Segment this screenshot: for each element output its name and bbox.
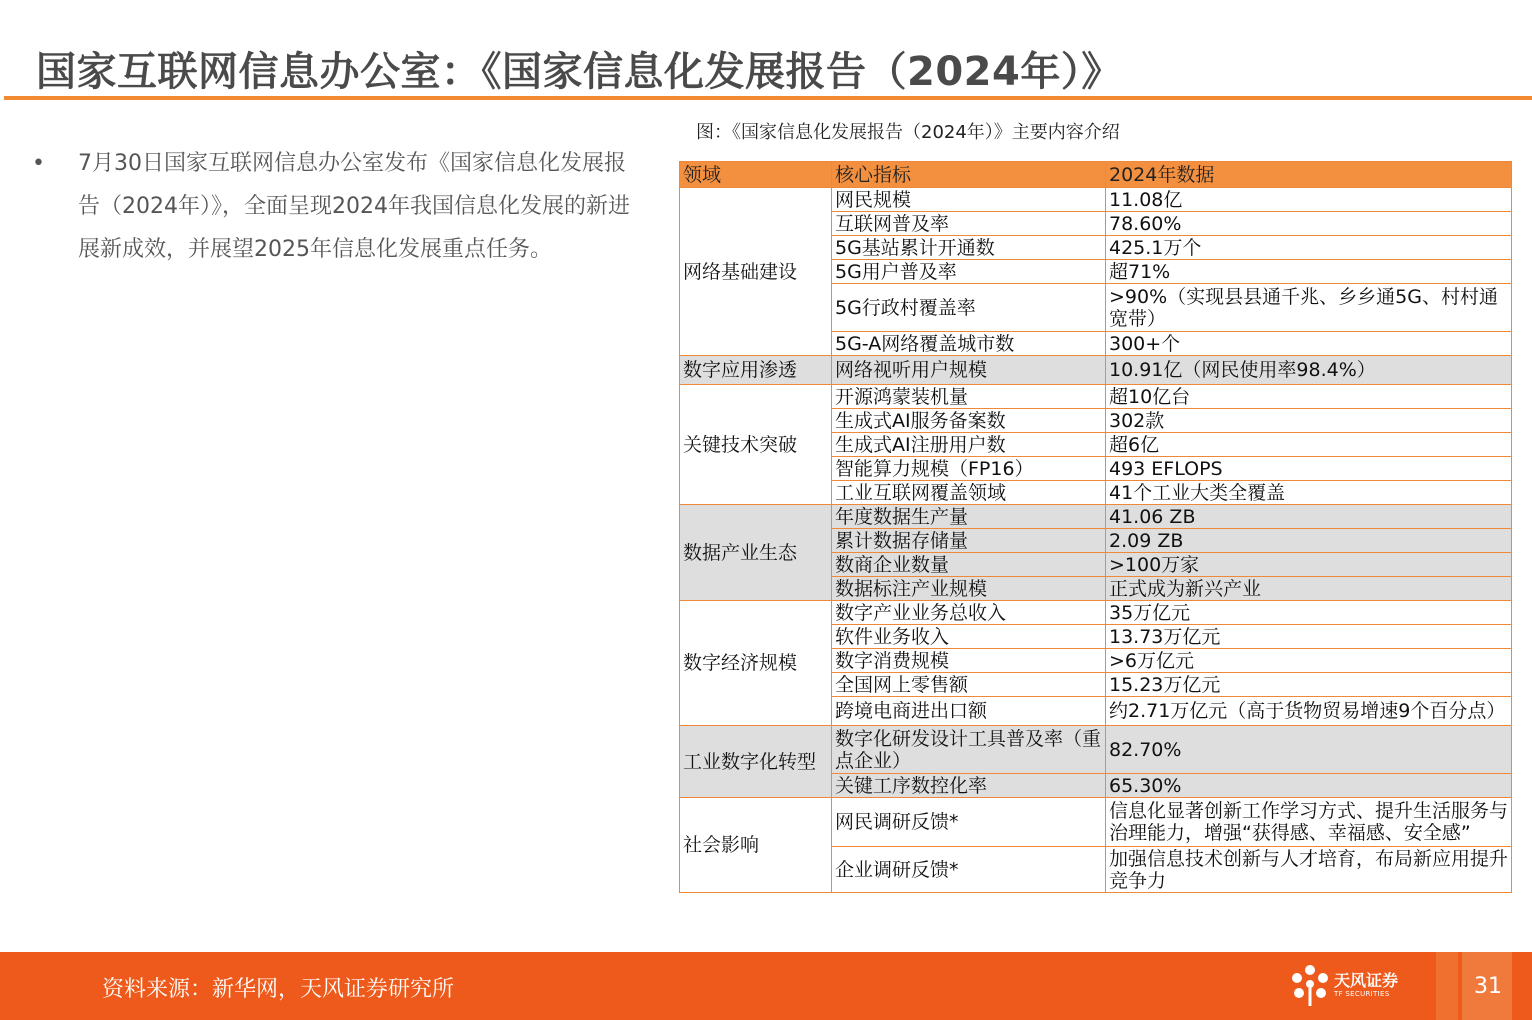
bullet-paragraph [30,142,640,271]
indicator-cell: 5G行政村覆盖率 [832,284,1106,332]
indicator-cell: 工业互联网覆盖领域 [832,481,1106,505]
indicator-cell: 生成式AI服务备案数 [832,409,1106,433]
indicator-cell: 数字化研发设计工具普及率（重点企业） [832,726,1106,774]
value-cell: 78.60% [1106,212,1512,236]
value-cell: 正式成为新兴产业 [1106,577,1512,601]
table-row [680,726,1512,774]
value-cell: 11.08亿 [1106,188,1512,212]
table-row [680,385,1512,409]
value-cell: 425.1万个 [1106,236,1512,260]
indicator-cell: 5G-A网络覆盖城市数 [832,332,1106,356]
value-cell: 超71% [1106,260,1512,284]
domain-cell: 工业数字化转型 [680,726,832,798]
indicator-cell: 数字消费规模 [832,649,1106,673]
value-cell: 41个工业大类全覆盖 [1106,481,1512,505]
column-header-data: 2024年数据 [1106,162,1512,188]
table-row [680,798,1512,847]
figure-caption: 图：《国家信息化发展报告（2024年）》主要内容介绍 [696,122,1120,143]
value-cell: 超10亿台 [1106,385,1512,409]
indicator-cell: 数据标注产业规模 [832,577,1106,601]
value-cell: 65.30% [1106,774,1512,798]
indicator-cell: 累计数据存储量 [832,529,1106,553]
indicator-cell: 数商企业数量 [832,553,1106,577]
group-industrial-digitalization [680,726,1512,798]
group-social-impact [680,798,1512,893]
indicator-cell: 软件业务收入 [832,625,1106,649]
value-cell: 302款 [1106,409,1512,433]
value-cell: >100万家 [1106,553,1512,577]
table-row [680,601,1512,625]
group-digital-application [680,356,1512,385]
value-cell: >90%（实现县县通千兆、乡乡通5G、村村通宽带） [1106,284,1512,332]
indicator-cell: 网民调研反馈* [832,798,1106,847]
domain-cell: 数字经济规模 [680,601,832,726]
indicator-cell: 企业调研反馈* [832,847,1106,893]
value-cell: 约2.71万亿元（高于货物贸易增速9个百分点） [1106,697,1512,726]
domain-cell: 数据产业生态 [680,505,832,601]
group-digital-economy [680,601,1512,726]
bullet-text: 7月30日国家互联网信息办公室发布《国家信息化发展报告（2024年）》，全面呈现2024年我国信息化发展的新进展新成效，并展望2025年信息化发展重点任务。 [78,151,630,262]
page-number: 31 [1474,974,1502,999]
report-table [679,161,1512,893]
domain-cell: 关键技术突破 [680,385,832,505]
value-cell: 加强信息技术创新与人才培育，布局新应用提升竞争力 [1106,847,1512,893]
value-cell: 493 EFLOPS [1106,457,1512,481]
indicator-cell: 5G基站累计开通数 [832,236,1106,260]
indicator-cell: 全国网上零售额 [832,673,1106,697]
value-cell: 300+个 [1106,332,1512,356]
page-title: 国家互联网信息办公室：《国家信息化发展报告（2024年）》 [36,49,1122,95]
value-cell: >6万亿元 [1106,649,1512,673]
group-data-industry [680,505,1512,601]
table-row [680,188,1512,212]
indicator-cell: 互联网普及率 [832,212,1106,236]
value-cell: 13.73万亿元 [1106,625,1512,649]
value-cell: 82.70% [1106,726,1512,774]
table-row [680,356,1512,385]
indicator-cell: 网民规模 [832,188,1106,212]
indicator-cell: 开源鸿蒙装机量 [832,385,1106,409]
indicator-cell: 网络视听用户规模 [832,356,1106,385]
table-header-row [680,162,1512,188]
domain-cell: 网络基础建设 [680,188,832,356]
footer-accent-bar [1436,952,1458,1020]
value-cell: 信息化显著创新工作学习方式、提升生活服务与治理能力，增强“获得感、幸福感、安全感” [1106,798,1512,847]
brand-logo [1288,962,1418,1010]
flower-logo-icon [1288,962,1332,1010]
indicator-cell: 关键工序数控化率 [832,774,1106,798]
group-key-technology [680,385,1512,505]
value-cell: 15.23万亿元 [1106,673,1512,697]
indicator-cell: 年度数据生产量 [832,505,1106,529]
indicator-cell: 智能算力规模（FP16） [832,457,1106,481]
indicator-cell: 数字产业业务总收入 [832,601,1106,625]
domain-cell: 数字应用渗透 [680,356,832,385]
column-header-indicator: 核心指标 [832,162,1106,188]
domain-cell: 社会影响 [680,798,832,893]
group-network-infrastructure [680,188,1512,356]
value-cell: 41.06 ZB [1106,505,1512,529]
indicator-cell: 跨境电商进出口额 [832,697,1106,726]
value-cell: 35万亿元 [1106,601,1512,625]
indicator-cell: 生成式AI注册用户数 [832,433,1106,457]
indicator-cell: 5G用户普及率 [832,260,1106,284]
value-cell: 2.09 ZB [1106,529,1512,553]
value-cell: 10.91亿（网民使用率98.4%） [1106,356,1512,385]
column-header-domain: 领域 [680,162,832,188]
value-cell: 超6亿 [1106,433,1512,457]
title-underline [4,96,1532,100]
brand-subtitle: TF SECURITIES [1334,990,1390,998]
bullet-mark: • [32,151,45,176]
footer-bar [0,952,1532,1020]
table-row [680,505,1512,529]
brand-name: 天风证券 [1334,971,1399,990]
source-note: 资料来源：新华网，天风证券研究所 [102,977,455,1002]
